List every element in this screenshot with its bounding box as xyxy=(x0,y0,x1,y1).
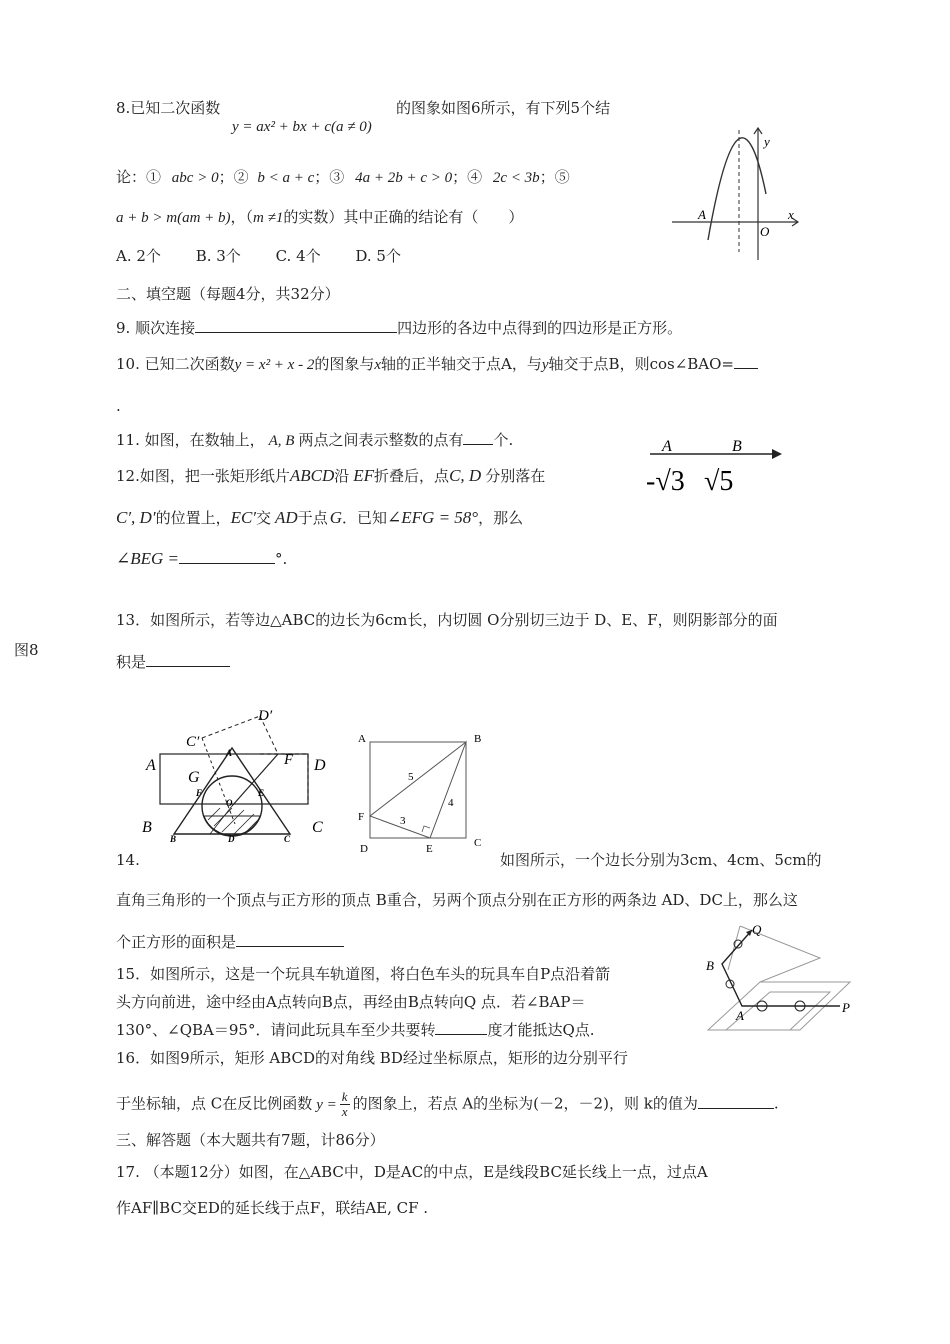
fig15-label-q: Q xyxy=(752,922,762,937)
q15-l3-tail: 度才能抵达Q点. xyxy=(487,1021,595,1039)
q12-l2-angle: ∠EFG = 58° xyxy=(387,508,479,527)
q17-line2: 作AF∥BC交ED的延长线于点F，联结AE, CF . xyxy=(116,1199,429,1217)
q10 xyxy=(116,354,758,375)
q8-c4: 2c < 3b xyxy=(492,170,540,186)
q8-line1 xyxy=(116,98,220,118)
fig14-label-d: D xyxy=(360,843,368,855)
q16-fraction-x: x xyxy=(341,1104,348,1119)
fig13-label-o: O xyxy=(226,798,233,808)
q12-line2 xyxy=(116,508,523,528)
q16-l2-tail: 的图象上，若点 A的坐标为(－2，－2)，则 k的值为 xyxy=(352,1094,698,1113)
q12-l2-yu: 于点 xyxy=(297,509,328,527)
q12-line1 xyxy=(116,466,545,486)
q8-c3: 4a + 2b + c > 0 xyxy=(355,170,453,186)
q11-tail: 两点之间表示整数的点有 xyxy=(298,431,464,449)
q12-ef: EF xyxy=(353,466,375,485)
q12-l2-cd: C′, D′ xyxy=(116,508,156,527)
q11-end: 个. xyxy=(493,431,514,449)
q12-mid2: 折叠后，点 xyxy=(374,467,450,485)
fig12-label-f: F xyxy=(284,752,294,768)
q8-c2: b < a + c xyxy=(257,170,315,186)
q9-lead: 9. 顺次连接 xyxy=(116,319,196,337)
fig14-label-a: A xyxy=(358,733,366,745)
q8-option-c: C. 4个 xyxy=(275,247,321,265)
q8-label-y: y xyxy=(764,134,770,149)
q12-l2-end: ，那么 xyxy=(478,509,524,527)
radius-line xyxy=(210,806,232,834)
q10-tail: 轴交于点B，则cos∠BAO= xyxy=(548,355,734,373)
q8-label-x: x xyxy=(788,207,794,222)
q10-mid2: 轴的正半轴交于点A，与 xyxy=(381,355,542,373)
q14-num: 14. xyxy=(116,851,140,869)
q17-line1: 17. （本题12分）如图，在△ABC中，D是AC的中点，E是线段BC延长线上一点，过点A xyxy=(116,1163,708,1181)
fig15-label-b: B xyxy=(706,958,714,973)
q10-mid: 的图象与 xyxy=(314,355,375,373)
fig13-label-b: B xyxy=(170,834,177,844)
q12-l2-jiao: 交 xyxy=(256,509,272,527)
fig12-label-g: G xyxy=(188,769,200,786)
q12-lead: 12.如图，把一张矩形纸片 xyxy=(116,467,290,485)
q11-label-b: B xyxy=(732,438,742,455)
q12-line3 xyxy=(116,549,287,569)
q11-text: 11. 如图，在数轴上， xyxy=(116,431,265,449)
q13-blank[interactable] xyxy=(146,666,230,667)
fold-and-incircle-figure xyxy=(140,704,340,844)
fig14-label-b: B xyxy=(474,733,482,745)
square-triangle-figure xyxy=(352,728,492,856)
q8-l3-m: m ≠1 xyxy=(253,210,284,226)
fig12-label-a: A xyxy=(146,757,156,774)
q9 xyxy=(116,318,682,338)
q14-line3 xyxy=(116,932,344,952)
q8-line2 xyxy=(116,167,570,188)
q8-c2-mark: ；② xyxy=(218,168,249,186)
q12-l3-end: °. xyxy=(275,550,288,568)
fig13-label-d: D xyxy=(228,834,235,844)
q11 xyxy=(116,430,513,451)
q8-c4-mark: ；④ xyxy=(452,168,483,186)
q9-tail: 四边形的各边中点得到的四边形是正方形。 xyxy=(397,319,683,337)
hatch-1 xyxy=(208,808,220,820)
fig8-label: 图8 xyxy=(14,641,39,659)
fig14-label-c: C xyxy=(474,837,482,849)
q14-l3: 个正方形的面积是 xyxy=(116,933,237,951)
fig15-label-a: A xyxy=(736,1008,744,1023)
q15-l3: 130°、∠QBA＝95°．请问此玩具车至少共要转 xyxy=(116,1021,436,1039)
q16-formula-y: y = xyxy=(316,1096,337,1113)
q9-blank[interactable] xyxy=(195,332,397,333)
q10-y-var: y xyxy=(541,357,549,373)
q16-l2-end: . xyxy=(773,1094,779,1113)
q10-blank[interactable] xyxy=(734,368,758,369)
q16-line2 xyxy=(116,1090,779,1119)
q12-l2-ad: AD xyxy=(275,508,298,527)
q15-blank[interactable] xyxy=(435,1034,487,1035)
q12-l2-ec: EC′ xyxy=(230,508,257,527)
section3-heading: 三、解答题（本大题共有7题，计86分） xyxy=(116,1131,385,1149)
q16-line1: 16．如图9所示，矩形 ABCD的对角线 BD经过坐标原点，矩形的边分别平行 xyxy=(116,1049,628,1067)
right-angle-mark xyxy=(422,826,430,832)
fig14-label-3: 3 xyxy=(400,815,406,827)
q11-blank[interactable] xyxy=(463,444,493,445)
q8-option-d: D. 5个 xyxy=(355,247,401,265)
q13-l2: 积是 xyxy=(116,653,147,671)
shaded-region xyxy=(204,816,260,835)
q12-l2-mid: 的位置上， xyxy=(155,509,231,527)
q12-l3-angle: ∠BEG = xyxy=(116,549,180,568)
fig12-label-d1: D′ xyxy=(258,708,273,724)
fig12-label-c: C xyxy=(312,819,323,836)
square-abcd xyxy=(370,742,466,838)
q14-line2: 直角三角形的一个顶点与正方形的顶点 B重合，另两个顶点分别在正方形的两条边 AD、DC上，那么这 xyxy=(116,891,798,909)
fig15-label-p: P xyxy=(842,1000,850,1015)
q8-formula: y = ax² + bx + c(a ≠ 0) xyxy=(232,119,372,135)
q8-option-a: A. 2个 xyxy=(116,247,161,265)
q12-mid: 沿 xyxy=(334,467,350,485)
q10-formula: y = x² + x - 2 xyxy=(234,357,315,373)
fold-dashed-c1d1 xyxy=(202,716,260,738)
q16-l2-lead: 于坐标轴，点 C在反比例函数 xyxy=(116,1094,313,1113)
fig13-label-f: F xyxy=(196,788,203,798)
q8-lead: 8.已知二次函数 xyxy=(116,99,221,117)
q13-line1: 13．如图所示，若等边△ABC的边长为6cm长，内切圆 O分别切三边于 D、E、F，则阴影部分的面 xyxy=(116,611,778,629)
q16-fraction-k: k xyxy=(341,1089,348,1104)
q16-fraction xyxy=(340,1090,350,1119)
q10-lead: 10. 已知二次函数 xyxy=(116,355,235,373)
q11-label-a: A xyxy=(662,438,672,455)
hatch-3 xyxy=(222,810,244,832)
fig14-label-4: 4 xyxy=(448,797,454,809)
q11-ab: A, B xyxy=(268,433,295,449)
q8-options xyxy=(116,246,401,266)
q8-l3-expr: a + b > m(am + b) xyxy=(116,210,231,226)
q8-label-a: A xyxy=(698,207,706,222)
fig14-label-f: F xyxy=(358,811,365,823)
fig13-label-a: A xyxy=(226,748,233,758)
q8-label-o: O xyxy=(760,224,770,239)
q12-tail: 分别落在 xyxy=(485,467,546,485)
fig12-label-d: D xyxy=(314,757,326,774)
section2-heading: 二、填空题（每题4分，共32分） xyxy=(116,285,340,303)
q10-period: . xyxy=(116,397,121,415)
q8-c1: abc > 0 xyxy=(171,170,219,186)
q8-l3-mid: ，（ xyxy=(230,208,254,226)
q13-line2 xyxy=(116,652,230,672)
right-triangle xyxy=(370,742,466,838)
q11-axis-arrow xyxy=(772,449,782,459)
q8-c5-mark: ；⑤ xyxy=(539,168,570,186)
q8-c3-mark: ；③ xyxy=(314,168,345,186)
q16-blank[interactable] xyxy=(698,1108,774,1109)
q14-blank[interactable] xyxy=(236,946,344,947)
q8-l3-tail: 的实数）其中正确的结论有（ ） xyxy=(283,208,524,226)
q14-tail: 如图所示，一个边长分别为3cm、4cm、5cm的 xyxy=(500,851,822,869)
q15-line2: 头方向前进，途中经由A点转向B点，再经由B点转向Q 点．若∠BAP＝ xyxy=(116,993,586,1011)
fold-line-ef xyxy=(232,754,278,806)
q11-neg-root3: -√3 xyxy=(646,466,685,497)
q12-l2-tail: ．已知 xyxy=(342,509,388,527)
q11-root5: √5 xyxy=(704,466,734,497)
q10-x-var: x xyxy=(374,357,382,373)
fig14-label-5: 5 xyxy=(408,771,414,783)
q8-parabola xyxy=(708,138,766,240)
q8-l2-prefix: 论：① xyxy=(116,168,162,186)
q12-l2-g: G xyxy=(329,508,343,527)
q12-abcd: ABCD xyxy=(289,466,335,485)
car-path xyxy=(722,930,840,1006)
fig12-label-c1: C′ xyxy=(186,734,200,750)
q15-line1: 15．如图所示，这是一个玩具车轨道图，将白色车头的玩具车自P点沿着箭 xyxy=(116,965,611,983)
q8-option-b: B. 3个 xyxy=(195,247,241,265)
q8-parabola-figure xyxy=(668,122,808,262)
fig12-label-b: B xyxy=(142,819,152,836)
q15-line3 xyxy=(116,1020,595,1040)
q12-cd: C, D xyxy=(449,466,482,485)
q8-line3 xyxy=(116,207,523,228)
fig13-label-c: C xyxy=(284,834,291,844)
fig13-label-e: E xyxy=(258,788,265,798)
toy-track-figure xyxy=(700,920,860,1040)
q8-tail: 的图象如图6所示，有下列5个结 xyxy=(396,99,611,117)
q11-number-line xyxy=(644,434,784,498)
fig14-label-e: E xyxy=(426,843,433,855)
q12-blank[interactable] xyxy=(179,563,275,564)
